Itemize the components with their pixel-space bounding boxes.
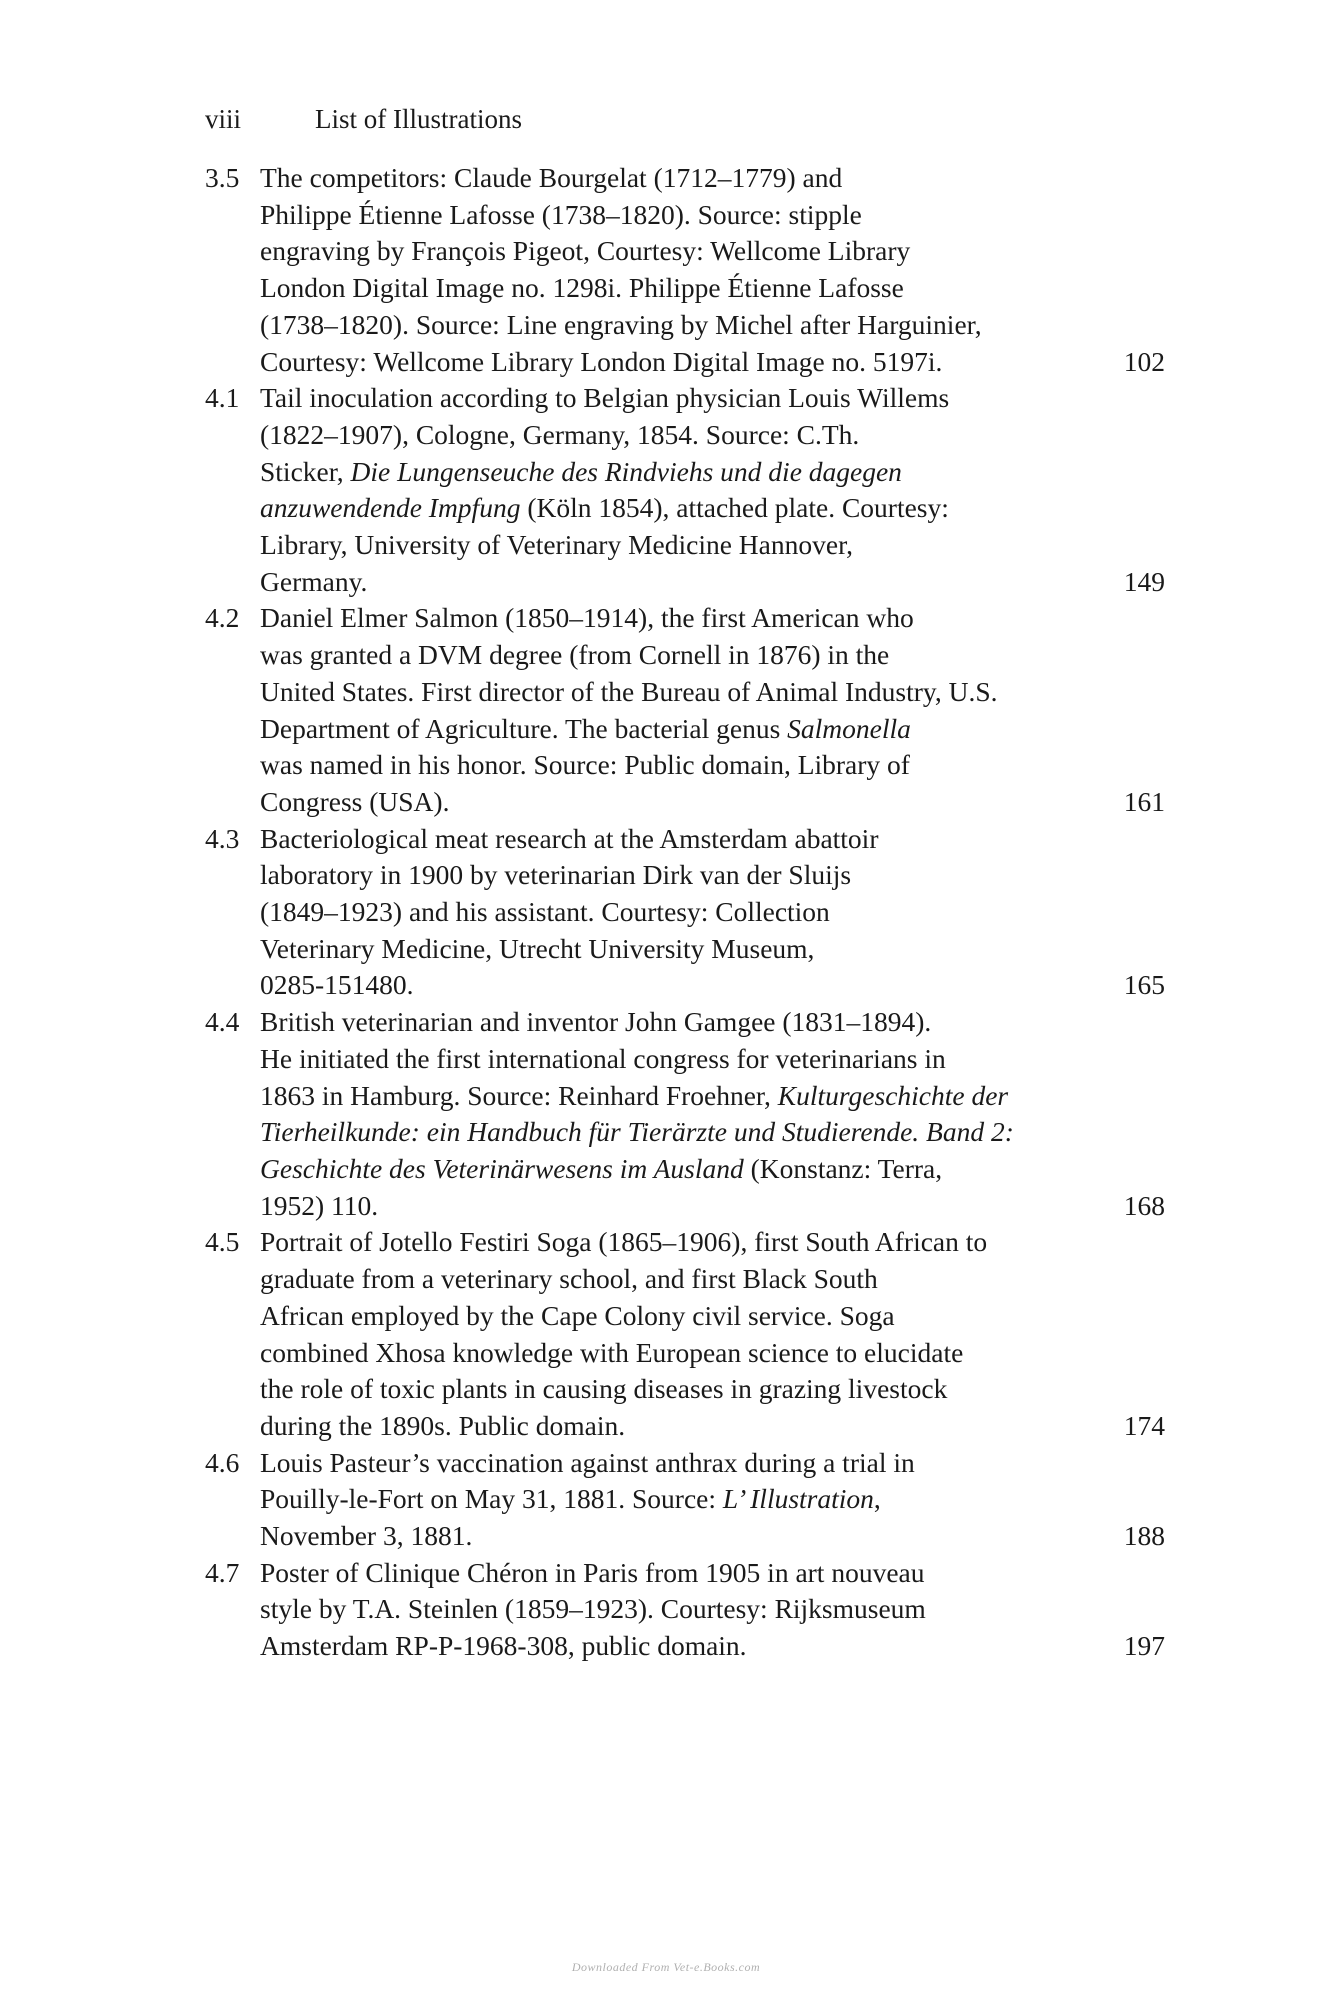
caption-line (260, 1518, 1105, 1555)
caption-text: laboratory in 1900 by veterinarian Dirk van der Sluijs (260, 859, 852, 891)
caption-text: engraving by François Pigeot, Courtesy: Wellcome Library (260, 235, 911, 267)
list-item (205, 380, 1165, 600)
caption-italic-text: Die Lungenseuche des Rindviehs und die dagegen (350, 455, 902, 487)
watermark: Downloaded From Vet-e.Books.com (571, 1960, 761, 1974)
caption-text: combined Xhosa knowledge with European science to elucidate (260, 1336, 964, 1368)
caption-line (260, 1298, 1105, 1335)
list-item (205, 1004, 1165, 1224)
caption-text: Department of Agriculture. The bacterial genus (260, 712, 788, 744)
caption-line (260, 307, 1105, 344)
caption-text: , (873, 1483, 881, 1515)
page-reference: 197 (1123, 1630, 1165, 1662)
caption-line (260, 1151, 1105, 1188)
caption-text: He initiated the first international congress for veterinarians in (260, 1042, 946, 1074)
caption-italic-text: L’ Illustration (722, 1483, 874, 1515)
caption-line (260, 490, 1105, 527)
caption-line (260, 1224, 1105, 1261)
caption-text: the role of toxic plants in causing diseases in grazing livestock (260, 1373, 948, 1405)
caption-line (260, 197, 1105, 234)
caption-text: 1863 in Hamburg. Source: Reinhard Froehner, (260, 1079, 778, 1111)
caption-italic-text: Salmonella (787, 712, 911, 744)
caption-text: was granted a DVM degree (from Cornell in 1876) in the (260, 639, 890, 671)
caption-text: Library, University of Veterinary Medicine Hannover, (260, 529, 854, 561)
caption-line (260, 380, 1105, 417)
caption-text: Germany. (260, 565, 368, 597)
caption-text: (1822–1907), Cologne, Germany, 1854. Source: C.Th. (260, 418, 860, 450)
page-reference: 149 (1123, 565, 1165, 597)
caption-line (260, 857, 1105, 894)
caption-line (260, 1335, 1105, 1372)
caption-text: The competitors: Claude Bourgelat (1712–1779) and (260, 162, 843, 193)
caption-line (260, 160, 1105, 197)
caption-text: Philippe Étienne Lafosse (1738–1820). Source: stipple (260, 198, 862, 230)
running-head (205, 101, 522, 137)
page-reference: 168 (1123, 1189, 1165, 1221)
caption-line (260, 1004, 1105, 1041)
caption-text: Pouilly-le-Fort on May 31, 1881. Source: (260, 1483, 723, 1515)
list-item (205, 1445, 1165, 1555)
caption-text: Poster of Clinique Chéron in Paris from 1905 in art nouveau (260, 1556, 925, 1588)
caption-line (260, 674, 1105, 711)
caption-line (260, 564, 1105, 601)
caption-text: Bacteriological meat research at the Amsterdam abattoir (260, 822, 879, 854)
caption-text: (1738–1820). Source: Line engraving by Michel after Harguinier, (260, 308, 982, 340)
caption-line (260, 600, 1105, 637)
caption-text: November 3, 1881. (260, 1520, 473, 1552)
caption-italic-text: Tierheilkunde: ein Handbuch für Tierärzte und Studierende. Band 2: (260, 1116, 1014, 1148)
caption-text: Amsterdam RP-P-1968-308, public domain. (260, 1630, 747, 1662)
caption-italic-text: Kulturgeschichte der (777, 1079, 1009, 1111)
caption-line (260, 1445, 1105, 1482)
caption-line (260, 711, 1105, 748)
figure-number: 4.1 (205, 382, 240, 414)
figure-number: 4.5 (205, 1226, 240, 1258)
caption-text: United States. First director of the Bureau of Animal Industry, U.S. (260, 675, 998, 707)
figure-number: 4.4 (205, 1006, 240, 1038)
list-item (205, 160, 1165, 380)
caption-line (260, 527, 1105, 564)
figure-number: 3.5 (205, 162, 240, 193)
page-reference: 174 (1123, 1409, 1165, 1441)
caption-line (260, 1591, 1105, 1628)
caption-text: (1849–1923) and his assistant. Courtesy: Collection (260, 896, 830, 928)
caption-line (260, 1371, 1105, 1408)
caption-text: Congress (USA). (260, 785, 450, 817)
caption-italic-text: anzuwendende Impfung (260, 492, 521, 524)
caption-line (260, 344, 1105, 381)
caption-line (260, 233, 1105, 270)
caption-italic-text: Geschichte des Veterinärwesens im Ausland (260, 1152, 744, 1184)
caption-text: Sticker, (260, 455, 351, 487)
figure-number: 4.7 (205, 1556, 240, 1588)
list-item (205, 1555, 1165, 1665)
figure-number: 4.6 (205, 1446, 240, 1478)
caption-line (260, 637, 1105, 674)
caption-line (260, 1555, 1105, 1592)
caption-text: graduate from a veterinary school, and first Black South (260, 1263, 878, 1295)
caption-text: during the 1890s. Public domain. (260, 1409, 626, 1441)
caption-line (260, 784, 1105, 821)
page-reference: 102 (1123, 345, 1165, 377)
running-title: List of Illustrations (315, 104, 522, 134)
caption-text: 0285-151480. (260, 969, 414, 1001)
caption-text: Courtesy: Wellcome Library London Digital Image no. 5197i. (260, 345, 943, 377)
caption-text: Portrait of Jotello Festiri Soga (1865–1906), first South African to (260, 1226, 988, 1258)
caption-text: (Köln 1854), attached plate. Courtesy: (520, 492, 949, 524)
list-item (205, 1224, 1165, 1444)
illustrations-list (205, 160, 1165, 1665)
page-reference: 161 (1123, 785, 1165, 817)
caption-line (260, 1408, 1105, 1445)
caption-text: style by T.A. Steinlen (1859–1923). Courtesy: Rijksmuseum (260, 1593, 926, 1625)
caption-line (260, 1188, 1105, 1225)
caption-text: African employed by the Cape Colony civil service. Soga (260, 1299, 895, 1331)
figure-number: 4.2 (205, 602, 240, 634)
page-reference: 188 (1123, 1520, 1165, 1552)
caption-text: London Digital Image no. 1298i. Philippe Étienne Lafosse (260, 272, 904, 304)
list-item (205, 821, 1165, 1005)
caption-line (260, 967, 1105, 1004)
caption-line (260, 454, 1105, 491)
caption-text: was named in his honor. Source: Public domain, Library of (260, 749, 910, 781)
caption-line (260, 821, 1105, 858)
caption-line (260, 747, 1105, 784)
caption-text: (Konstanz: Terra, (743, 1152, 943, 1184)
caption-line (260, 270, 1105, 307)
caption-text: Louis Pasteur’s vaccination against anthrax during a trial in (260, 1446, 915, 1478)
caption-line (260, 1078, 1105, 1115)
caption-line (260, 894, 1105, 931)
caption-line (260, 417, 1105, 454)
caption-line (260, 1041, 1105, 1078)
figure-number: 4.3 (205, 822, 240, 854)
caption-line (260, 1628, 1105, 1665)
caption-line (260, 1481, 1105, 1518)
caption-text: Tail inoculation according to Belgian physician Louis Willems (260, 382, 950, 414)
caption-text: 1952) 110. (260, 1189, 379, 1221)
caption-line (260, 1261, 1105, 1298)
caption-text: British veterinarian and inventor John Gamgee (1831–1894). (260, 1006, 932, 1038)
page-number: viii (205, 104, 242, 134)
page-reference: 165 (1123, 969, 1165, 1001)
list-item (205, 600, 1165, 820)
caption-line (260, 931, 1105, 968)
caption-line (260, 1114, 1105, 1151)
caption-text: Daniel Elmer Salmon (1850–1914), the first American who (260, 602, 914, 634)
caption-text: Veterinary Medicine, Utrecht University Museum, (260, 932, 815, 964)
